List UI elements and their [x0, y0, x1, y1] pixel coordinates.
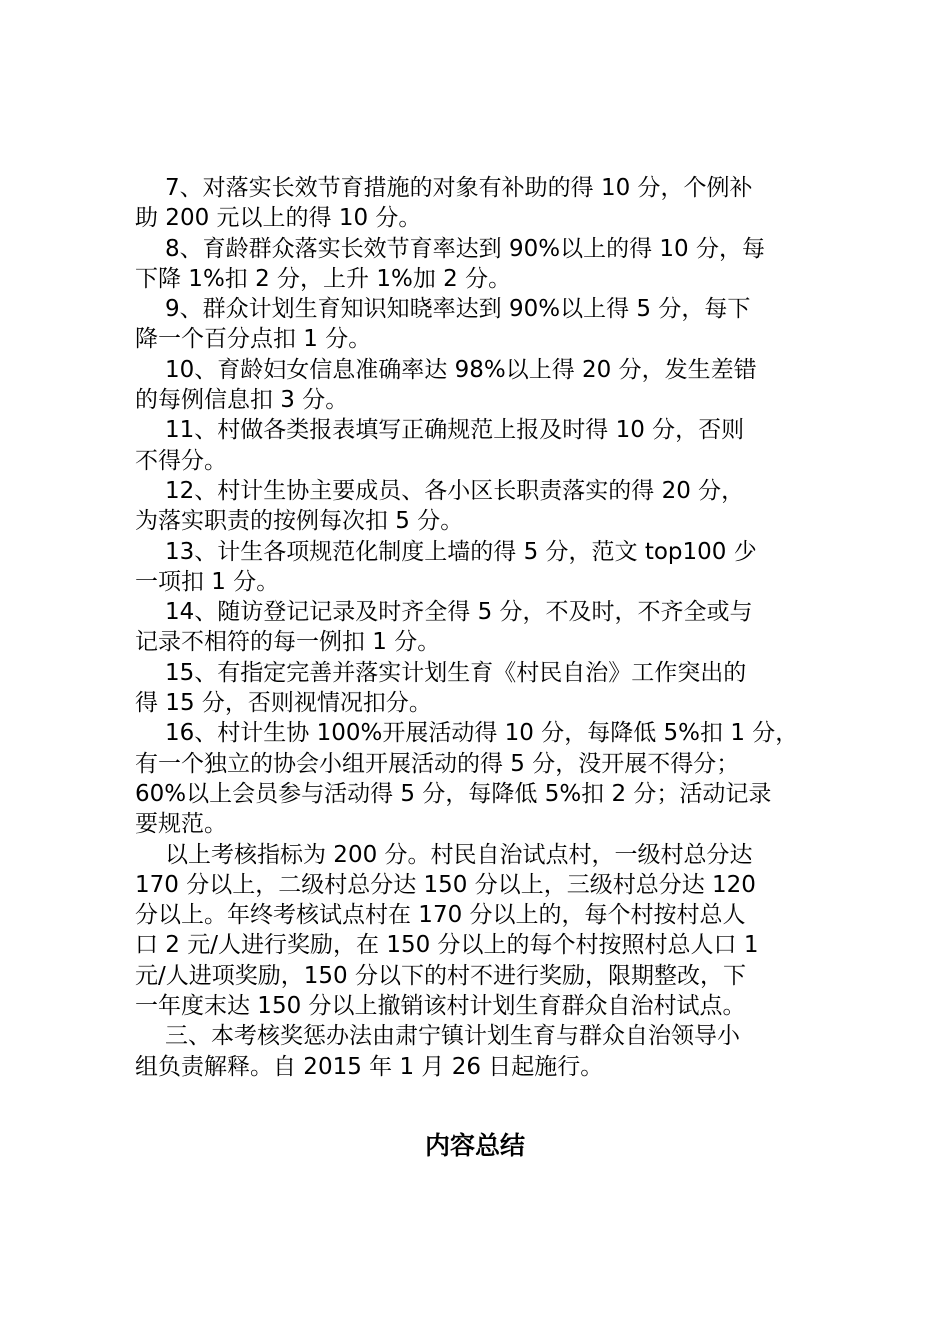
- paragraph-item-15: 15、有指定完善并落实计划生育《村民自治》工作突出的 得 15 分，否则视情况扣分。: [135, 659, 747, 717]
- paragraph-section-three: 三、本考核奖惩办法由肃宁镇计划生育与群众自治领导小 组负责解释。自 2015 年 1 月 26 日起施行。: [135, 1023, 740, 1080]
- paragraph-item-8: 8、育龄群众落实长效节育率达到 90%以上的得 10 分，每 下降 1%扣 2 分，上升 1%加 2 分。: [135, 235, 765, 292]
- paragraph-item-12: 12、村计生协主要成员、各小区长职责落实的得 20 分， 为落实职责的按例每次扣 5 分。: [135, 477, 745, 535]
- paragraph-item-16: 16、村计生协 100%开展活动得 10 分，每降低 5%扣 1 分， 有一个独立的协会小组开展活动的得 5 分，没开展不得分； 60%以上会员参与活动得 5 分，每降低 5%扣 2 分；活动记录 要规范。: [135, 720, 799, 838]
- document-body: [135, 173, 830, 1082]
- paragraph-assessment-summary: 以上考核指标为 200 分。村民自治试点村，一级村总分达 170 分以上，二级村总分达 150 分以上，三级村总分达 120 分以上。年终考核试点村在 170 分以上的，每个村按村总人 口 2 元/人进行奖励，在 150 分以上的每个村按照村总人口 1 元/人进项奖励，150 分以下的村不进行奖励，限期整改，下 一年度末达 150 分以上撤销该村计划生育群众自治村试点。: [135, 841, 759, 1020]
- paragraph-item-14: 14、随访登记记录及时齐全得 5 分，不及时，不齐全或与 记录不相符的每一例扣 1 分。: [135, 599, 753, 656]
- paragraph-item-13: 13、计生各项规范化制度上墙的得 5 分，范文 top100 少 一项扣 1 分。: [135, 538, 757, 595]
- paragraph-item-10: 10、育龄妇女信息准确率达 98%以上得 20 分，发生差错 的每例信息扣 3 分。: [135, 356, 757, 414]
- paragraph-item-11: 11、村做各类报表填写正确规范上报及时得 10 分，否则 不得分。: [135, 417, 745, 474]
- paragraph-item-7: 7、对落实长效节育措施的对象有补助的得 10 分，个例补 助 200 元以上的得 10 分。: [135, 175, 753, 232]
- summary-heading: 内容总结: [424, 1131, 525, 1160]
- paragraph-item-9: 9、群众计划生育知识知晓率达到 90%以上得 5 分，每下 降一个百分点扣 1 分。: [135, 296, 751, 353]
